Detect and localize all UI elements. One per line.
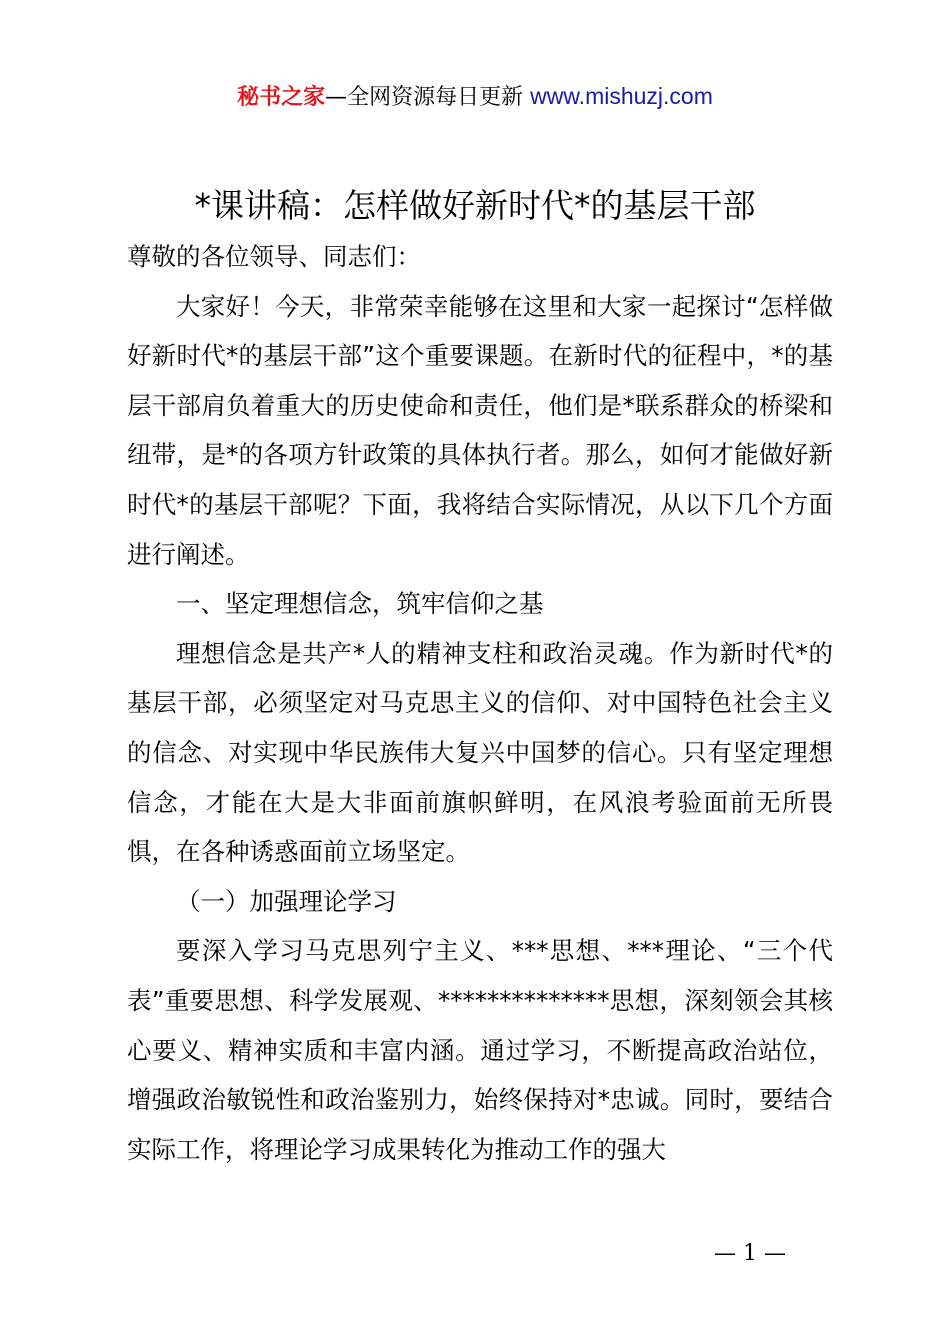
site-tagline: —全网资源每日更新 bbox=[325, 85, 531, 110]
section-heading-1: 一、坚定理想信念，筑牢信仰之基 bbox=[176, 589, 544, 619]
site-url-link[interactable]: www.mishuzj.com bbox=[530, 83, 713, 109]
paragraph-subsection-1: 要深入学习马克思列宁主义、***思想、***理论、“三个代表”重要思想、科学发展观、**************思想，深刻领会其核心要义、精神实质和丰富内涵。通过学习，不断提高政治站位，增强政治敏锐性和政治鉴别力，始终保持对*忠诚。同时，要结合实际工作，将理论学习成果转化为推动工作的强大 bbox=[127, 936, 833, 1164]
paragraph-intro: 大家好！今天，非常荣幸能够在这里和大家一起探讨“怎样做好新时代*的基层干部”这个重要课题。在新时代的征程中，*的基层干部肩负着重大的历史使命和责任，他们是*联系群众的桥梁和纽带，是*的各项方针政策的具体执行者。那么，如何才能做好新时代*的基层干部呢？下面，我将结合实际情况，从以下几个方面进行阐述。 bbox=[127, 291, 833, 569]
paragraph-section-1: 理想信念是共产*人的精神支柱和政治灵魂。作为新时代*的基层干部，必须坚定对马克思主义的信仰、对中国特色社会主义的信念、对实现中华民族伟大复兴中国梦的信心。只有坚定理想信念，才能在大是大非面前旗帜鲜明，在风浪考验面前无所畏惧，在各种诱惑面前立场坚定。 bbox=[127, 638, 833, 867]
subsection-heading-1: （一）加强理论学习 bbox=[176, 886, 397, 916]
document-body bbox=[127, 232, 833, 1174]
document-title: *课讲稿：怎样做好新时代*的基层干部 bbox=[194, 186, 756, 225]
page-number: — 1 — bbox=[714, 1241, 786, 1266]
salutation: 尊敬的各位领导、同志们： bbox=[127, 242, 421, 271]
site-header bbox=[0, 80, 950, 114]
site-brand: 秘书之家 bbox=[237, 85, 326, 110]
